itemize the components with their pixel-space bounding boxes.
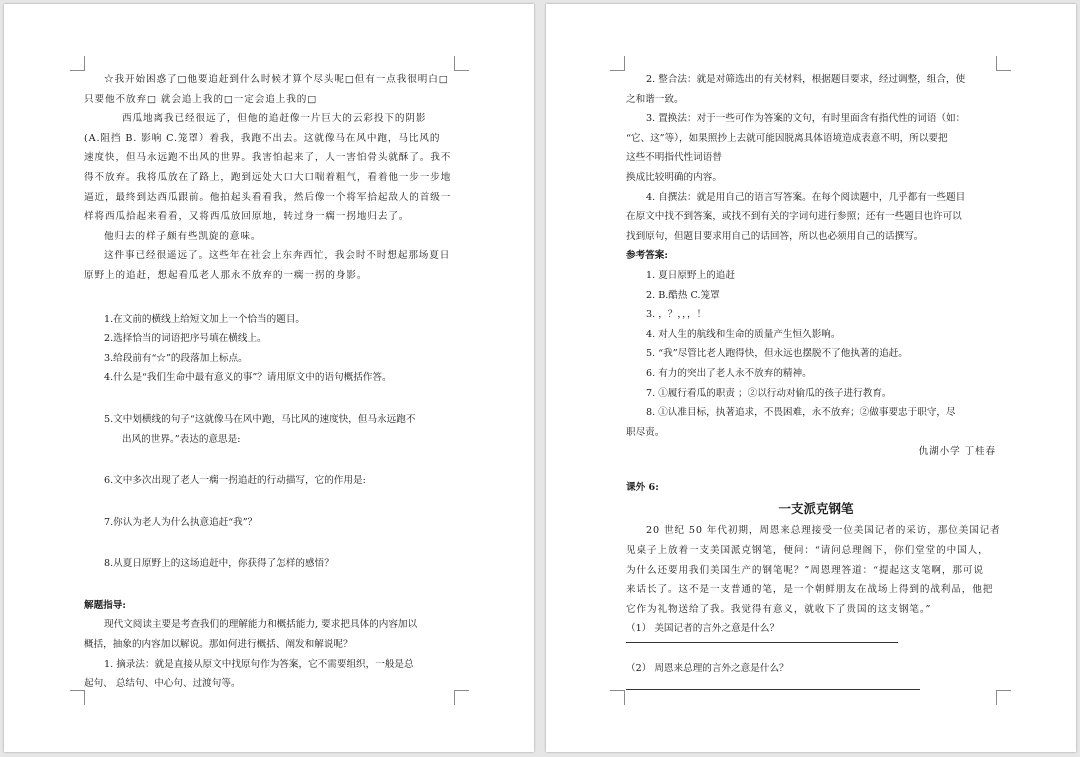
story-line: 样将西瓜拾起来看看，又将西瓜放回原地，转过身一瘸一拐地归去了。	[84, 211, 410, 223]
left-page-content	[84, 70, 456, 694]
question-item: 7.你认为老人为什么执意追赶“我”？	[104, 516, 258, 528]
extra-line: 来话长了。这不是一支普通的笔，是一个朝鲜朋友在战场上得到的战利品，他把	[626, 584, 994, 596]
question-item: 8.从夏日原野上的这场追赶中，你获得了怎样的感悟？	[104, 558, 334, 570]
right-page	[546, 4, 1076, 752]
story-line: 西瓜地离我已经很远了，但他的追赶像一片巨大的云彩投下的阴影	[122, 113, 427, 125]
method-line: “它、这”等），如果照抄上去就可能因脱离具体语境造成表意不明，所以要把	[626, 132, 948, 144]
author-credit: 仇湖小学 丁桂春	[918, 446, 996, 458]
guide-line: 1. 摘录法：就是直接从原文中找原句作为答案，它不需要组织，一般是总	[104, 658, 414, 670]
question-item: 3.给段前有“☆”的段落加上标点。	[104, 352, 248, 364]
question-item: 4.什么是“我们生命中最有意义的事”？请用原文中的语句概括作答。	[104, 372, 392, 384]
extra-question: （2） 周恩来总理的言外之意是什么？	[626, 663, 789, 675]
extra-line: 20 世纪 50 年代初期，周恩来总理接受一位美国记者的采访，那位美国记者	[646, 525, 1001, 537]
story-line: 原野上的追赶，想起看瓜老人那永不放弃的一瘸一拐的身影。	[84, 269, 368, 281]
answer-item: 5. “我”尽管比老人跑得快，但永远也摆脱不了他执著的追赶。	[646, 348, 908, 360]
answers-heading: 参考答案:	[626, 250, 668, 262]
answer-item: 3. ，？，，，！	[646, 309, 707, 321]
crop-mark-top-left	[70, 56, 85, 71]
answer-item: 7. ①履行看瓜的职责 ；②以行动对偷瓜的孩子进行教育。	[646, 387, 892, 399]
story-passage	[84, 70, 456, 286]
extra-line: 为什么还要用我们美国生产的钢笔呢？”周恩理答道：“提起这支笔啊，那可说	[626, 564, 984, 576]
guide-heading: 解题指导:	[84, 599, 126, 611]
question-item: 5.文中划横线的句子“这就像马在风中跑，马比风的速度快，但马永远跑不	[104, 413, 416, 425]
extra-line: 见桌子上放着一支美国派克钢笔，便问：“请问总理阁下，你们堂堂的中国人，	[626, 545, 989, 557]
answer-item: 1. 夏日原野上的追赶	[646, 269, 735, 281]
question-item: 出风的世界。”表达的意思是:	[122, 433, 241, 445]
answer-item: 职尽责。	[626, 426, 665, 438]
crop-mark-bottom-right	[454, 690, 469, 705]
method-line: 这些不明指代性词语替	[626, 152, 722, 164]
extra-label: 课外 6:	[626, 481, 659, 493]
answer-list	[626, 266, 1006, 442]
crop-mark-bottom-left	[610, 690, 625, 705]
guide-line: 现代文阅读主要是考查我们的理解能力和概括能力, 要求把具体的内容加以	[104, 619, 418, 631]
story-line: 这件事已经很遥远了。这些年在社会上东奔西忙，我会时不时想起那场夏日	[104, 250, 451, 262]
guide-line: 起句、 总结句、中心句、过渡句等。	[84, 678, 241, 690]
story-line: (A.阻挡 B. 影响 C.笼罩）着我，我跑不出去。这就像马在风中跑，马比风的	[84, 132, 441, 144]
story-line: ☆我开始困惑了□他要追赶到什么时候才算个尽头呢□但有一点我很明白□	[104, 74, 449, 85]
crop-mark-top-right	[454, 56, 469, 71]
extra-line: 它作为礼物送给了我。我觉得有意义，就收下了贵国的这支钢笔。”	[626, 603, 932, 615]
story-line: 速度快，但马永远跑不出风的世界。我害怕起来了，人一害怕骨头就酥了。我不	[84, 152, 452, 164]
answer-blank-line	[626, 689, 920, 690]
guide-line: 概括，抽象的内容加以解说。那如何进行概括、阐发和解说呢？	[84, 639, 353, 651]
question-item: 2.选择恰当的词语把序号填在横线上。	[104, 333, 267, 345]
story-line: 只要他不放弃□ 就会追上我的□一定会追上我的□	[84, 93, 318, 105]
story-line: 逼近，最终到达西瓜跟前。他拍起头看看我，然后像一个将军拾起敌人的首级一	[84, 191, 452, 203]
method-line: 之和谐一致。	[626, 93, 684, 105]
story-line: 得不放弃。我将瓜放在了路上，跑到远处大口大口喘着粗气，看着他一步一步地	[84, 171, 452, 183]
answer-item: 4. 对人生的航线和生命的质量产生恒久影响。	[646, 328, 841, 340]
question-item: 1.在文前的横线上给短文加上一个恰当的题目。	[104, 313, 306, 325]
left-page	[4, 4, 534, 752]
crop-mark-bottom-left	[70, 690, 85, 705]
method-line: 2. 整合法：就是对筛选出的有关材料，根据题目要求，经过调整，组合，使	[646, 74, 966, 85]
story-line: 他归去的样子颇有些凯旋的意味。	[104, 230, 262, 242]
answer-blank-line	[626, 642, 898, 643]
crop-mark-top-left	[610, 56, 625, 71]
answer-item: 6. 有力的突出了老人永不放弃的精神。	[646, 367, 812, 379]
method-line: 3. 置换法：对于一些可作为答案的文句，有时里面含有指代性的词语（如：	[646, 113, 966, 125]
guide-text	[84, 615, 456, 693]
method-line: 4. 自撰法：就是用自己的语言写答案。在每个阅读题中，几乎都有一些题目	[646, 191, 966, 203]
extra-question: （1） 美国记者的言外之意是什么？	[626, 623, 780, 635]
method-line: 换成比较明确的内容。	[626, 171, 722, 183]
extra-title: 一支派克钢笔	[778, 501, 854, 517]
method-list	[626, 70, 1006, 246]
right-page-content	[626, 70, 1006, 706]
answer-item: 2. B.酷热 C.笼罩	[646, 289, 720, 301]
method-line: 在原文中找不到答案，或找不到有关的字词句进行参照；还有一些题目也许可以	[626, 211, 962, 223]
extra-passage	[626, 521, 1006, 619]
question-item: 6.文中多次出现了老人一瘸一拐追赶的行动描写，它的作用是:	[104, 475, 366, 487]
method-line: 找到原句，但题目要求用自己的话回答，所以也必须用自己的话撰写。	[626, 230, 924, 242]
question-list	[84, 310, 456, 574]
answer-item: 8. ①认准目标，执著追求，不畏困难，永不放弃；②做事要忠于职守，尽	[646, 407, 956, 419]
crop-mark-top-right	[996, 56, 1011, 71]
